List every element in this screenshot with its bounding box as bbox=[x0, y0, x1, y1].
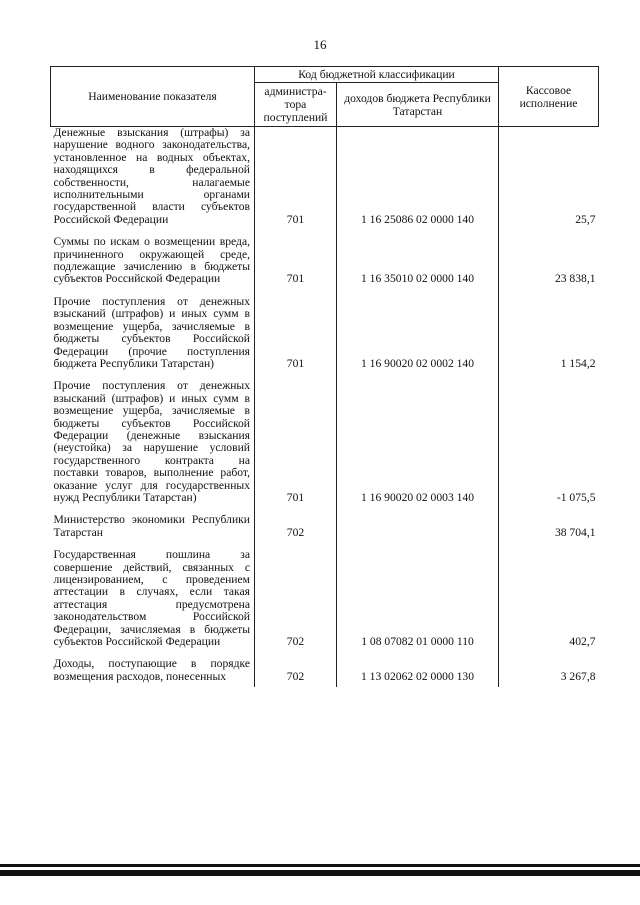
budget-table bbox=[50, 66, 599, 687]
row-code: 1 13 02062 02 0000 130 bbox=[337, 652, 499, 687]
row-admin: 702 bbox=[255, 652, 337, 687]
scan-edge-line-top bbox=[0, 864, 640, 867]
row-code: 1 16 35010 02 0000 140 bbox=[337, 230, 499, 290]
table-row bbox=[51, 374, 599, 508]
row-name: Министерство экономики Республики Татарстан bbox=[51, 508, 255, 543]
row-name: Прочие поступления от денежных взысканий (штрафов) и иных сумм в возмещение ущерба, зачисляемые в бюджеты субъектов Российской Федерации (денежные взыскания (неустойка) за нарушение условий государственного контракта на поставки товаров, выполнение работ, оказание услуг для государственных нужд Республики Татарстан) bbox=[51, 374, 255, 508]
row-name: Суммы по искам о возмещении вреда, причиненного окружающей среде, подлежащие зачислению в бюджеты субъектов Российской Федерации bbox=[51, 230, 255, 290]
row-amount: 23 838,1 bbox=[554, 272, 596, 286]
scan-edge-line-bottom bbox=[0, 870, 640, 876]
row-admin: 701 bbox=[255, 374, 337, 508]
row-code bbox=[337, 508, 499, 543]
row-amount: 1 154,2 bbox=[560, 356, 596, 370]
row-amount: -1 075,5 bbox=[556, 490, 596, 504]
row-admin: 701 bbox=[255, 290, 337, 374]
row-code: 1 16 90020 02 0003 140 bbox=[337, 374, 499, 508]
header-classification-group: Код бюджетной классификации bbox=[255, 67, 499, 83]
page-number: 16 bbox=[313, 37, 327, 52]
row-code: 1 08 07082 01 0000 110 bbox=[337, 543, 499, 652]
table-row bbox=[51, 543, 599, 652]
row-admin: 701 bbox=[255, 230, 337, 290]
table-row bbox=[51, 290, 599, 374]
row-amount: 25,7 bbox=[575, 212, 596, 226]
row-name: Государственная пошлина за совершение действий, связанных с лицензированием, с проведением аттестации в случаях, если такая аттестация предусмотрена законодательством Российской Федерации, зачисляемая в бюджеты субъектов Российской Федерации bbox=[51, 543, 255, 652]
row-admin: 702 bbox=[255, 508, 337, 543]
table-row bbox=[51, 230, 599, 290]
header-amount: Кассовое исполнение bbox=[499, 67, 599, 127]
table-row bbox=[51, 508, 599, 543]
header-admin: администра-тора поступлений bbox=[255, 83, 337, 127]
row-admin: 701 bbox=[255, 127, 337, 231]
row-code: 1 16 25086 02 0000 140 bbox=[337, 127, 499, 231]
table-row bbox=[51, 127, 599, 231]
row-code: 1 16 90020 02 0002 140 bbox=[337, 290, 499, 374]
table-row bbox=[51, 652, 599, 687]
row-admin: 702 bbox=[255, 543, 337, 652]
row-amount: 402,7 bbox=[569, 635, 596, 649]
row-amount: 38 704,1 bbox=[554, 525, 596, 539]
row-name: Доходы, поступающие в порядке возмещения расходов, понесенных bbox=[51, 652, 255, 687]
header-name: Наименование показателя bbox=[51, 67, 255, 127]
row-name: Прочие поступления от денежных взысканий (штрафов) и иных сумм в возмещение ущерба, зачисляемые в бюджеты субъектов Российской Федерации (прочие поступления бюджета Республики Татарстан) bbox=[51, 290, 255, 374]
header-income-code: доходов бюджета Республики Татарстан bbox=[337, 83, 499, 127]
row-name: Денежные взыскания (штрафы) за нарушение водного законодательства, установленное на водных объектах, находящихся в федеральной собственности, налагаемые исполнительными органами государственной власти субъектов Российской Федерации bbox=[51, 127, 255, 231]
row-amount: 3 267,8 bbox=[560, 669, 596, 683]
